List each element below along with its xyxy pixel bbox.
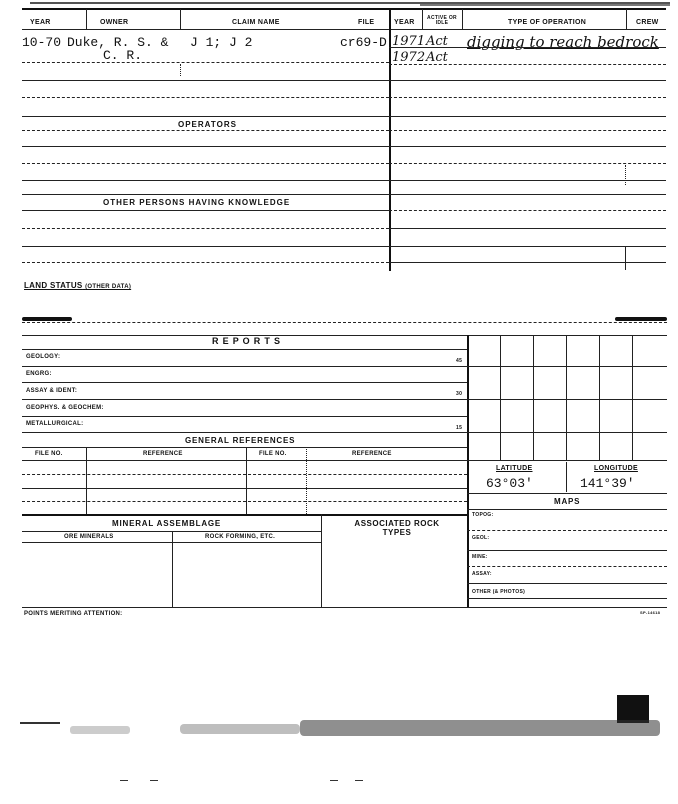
references-rule: [22, 474, 467, 475]
ops-rule-line: [389, 228, 666, 229]
entry-owner-line1: Duke, R. S. &: [67, 35, 169, 50]
form-number: SP-14618: [640, 610, 661, 615]
scan-noise-block: [617, 695, 649, 723]
scan-noise-dash: [150, 780, 158, 781]
reports-metallurgical: METALLURGICAL:: [26, 421, 84, 427]
ops-rule-line: [389, 163, 666, 164]
operation-description: digging to reach bedrock: [467, 33, 659, 51]
ops-rule-line: [389, 210, 666, 211]
header-bottom-rule: [22, 29, 666, 30]
maps-assay: ASSAY:: [472, 571, 492, 577]
scan-noise-dash: [20, 722, 60, 724]
scan-noise-dash: [330, 780, 338, 781]
references-rule: [22, 501, 467, 502]
maps-rule: [467, 598, 667, 599]
reports-rule: [22, 416, 467, 417]
scan-noise-top: [420, 4, 670, 6]
entry-year: 10-70: [22, 35, 62, 50]
points-meriting-attention: POINTS MERITING ATTENTION:: [24, 611, 123, 617]
rule-line: [22, 210, 389, 211]
header-divider: [462, 9, 463, 29]
references-divider: [306, 447, 307, 514]
rule-line: [22, 246, 389, 247]
header-year: YEAR: [30, 19, 51, 26]
reports-grid-col: [566, 335, 567, 460]
references-divider: [86, 447, 87, 514]
associated-rock-types: ASSOCIATED ROCK TYPES: [354, 519, 440, 537]
references-rule: [22, 447, 467, 448]
rule-line: [22, 194, 389, 195]
col-reference: REFERENCE: [143, 451, 183, 457]
ops-rule-line: [389, 97, 666, 98]
reports-grid-col: [632, 335, 633, 460]
ops-rule-line: [389, 80, 666, 81]
reports-engrg: ENGRG:: [26, 371, 52, 377]
operators-heading: OPERATORS: [178, 120, 237, 129]
scan-noise-dash: [355, 780, 363, 781]
col-file-no-2: FILE NO.: [259, 451, 287, 457]
rule-line: [22, 130, 389, 131]
scan-noise-smudge: [180, 724, 300, 734]
header-active-idle: ACTIVE OR IDLE: [427, 15, 457, 26]
maps-topog: TOPOG:: [472, 512, 494, 518]
ops-rule-line: [389, 47, 666, 48]
references-divider: [246, 447, 247, 514]
land-status-rule: [22, 322, 667, 323]
reports-grid-col: [500, 335, 501, 460]
maps-rule: [467, 530, 667, 531]
header-claim-name: CLAIM NAME: [232, 19, 280, 26]
operations-divider: [389, 9, 391, 271]
entry-claim-name: J 1; J 2: [190, 35, 253, 50]
reports-rule: [22, 382, 467, 383]
ops-divider: [625, 165, 626, 185]
operation-year: 1972: [392, 50, 426, 65]
header-divider: [626, 9, 627, 29]
header-type-of-operation: TYPE OF OPERATION: [508, 19, 587, 26]
land-status-label: LAND STATUS: [24, 281, 83, 290]
rule-line: [22, 146, 389, 147]
maps-mine: MINE:: [472, 554, 488, 560]
reports-rule: [22, 432, 467, 433]
maps-rule: [467, 509, 667, 510]
references-rule: [22, 460, 467, 461]
col-file-no: FILE NO.: [35, 451, 63, 457]
header-top-rule: [22, 8, 389, 10]
scan-noise-smudge: [70, 726, 130, 734]
lat-long-divider: [566, 462, 567, 492]
ops-rule-line: [389, 146, 666, 147]
land-status-sub: (OTHER DATA): [85, 284, 132, 290]
reports-rule: [22, 349, 467, 350]
reports-assay-num: 30: [456, 391, 463, 397]
header-year-right: YEAR: [394, 19, 415, 26]
rule-line: [22, 62, 389, 63]
operation-status: Act: [426, 50, 448, 65]
ops-rule-line: [389, 116, 666, 117]
mineral-bottom-rule: [22, 607, 667, 608]
rule-line: [22, 228, 389, 229]
reports-grid-row: [467, 366, 667, 367]
maps-other: OTHER (& PHOTOS): [472, 589, 526, 595]
entry-file: cr69-D: [340, 35, 387, 50]
header-crew: CREW: [636, 19, 659, 26]
maps-rule: [467, 550, 667, 551]
maps-geol: GEOL:: [472, 535, 490, 541]
reports-geology-num: 45: [456, 358, 463, 364]
entry-owner-line2: C. R.: [103, 48, 143, 63]
reports-grid-col: [533, 335, 534, 460]
latitude-label: LATITUDE: [496, 465, 533, 472]
ops-rule-line: [389, 194, 666, 195]
rule-line: [22, 262, 389, 263]
reports-grid-col: [599, 335, 600, 460]
ops-rule-line: [389, 64, 666, 65]
rock-forming: ROCK FORMING, ETC.: [205, 534, 276, 540]
maps-title: MAPS: [554, 497, 581, 506]
header-top-rule: [389, 8, 666, 10]
header-divider: [180, 9, 181, 29]
rule-line: [22, 163, 389, 164]
scan-noise-smudge: [300, 720, 660, 736]
references-bottom-rule: [22, 514, 467, 516]
rule-divider: [180, 64, 181, 76]
reports-rule: [22, 399, 467, 400]
reports-top-rule: [22, 335, 667, 336]
latitude-value: 63°03': [486, 476, 533, 491]
reports-geology: GEOLOGY:: [26, 354, 61, 360]
header-divider: [86, 9, 87, 29]
reports-title: R E P O R T S: [212, 336, 281, 346]
header-divider: [422, 9, 423, 29]
reports-assay: ASSAY & IDENT:: [26, 388, 78, 394]
land-status-heading: [24, 281, 131, 290]
mineral-divider: [321, 514, 322, 607]
rule-line: [22, 80, 389, 81]
header-file: FILE: [358, 19, 375, 26]
reports-metallurgical-num: 15: [456, 425, 463, 431]
references-rule: [22, 488, 467, 489]
longitude-value: 141°39': [580, 476, 635, 491]
operation-year: 1971: [392, 34, 426, 49]
rule-line: [22, 116, 389, 117]
rule-line: [22, 180, 389, 181]
longitude-label: LONGITUDE: [594, 465, 638, 472]
maps-rule: [467, 493, 667, 494]
header-owner: OWNER: [100, 19, 129, 26]
ops-rule-line: [389, 130, 666, 131]
mineral-divider: [172, 531, 173, 607]
rule-line: [22, 97, 389, 98]
reports-geophys: GEOPHYS. & GEOCHEM:: [26, 405, 104, 411]
scan-noise-bar: [615, 317, 667, 321]
general-references-title: GENERAL REFERENCES: [185, 436, 296, 445]
maps-rule: [467, 583, 667, 584]
reports-grid-row: [467, 460, 667, 461]
scan-noise-bar: [22, 317, 72, 321]
mineral-assemblage-title: MINERAL ASSEMBLAGE: [112, 519, 222, 528]
col-reference-2: REFERENCE: [352, 451, 392, 457]
reports-grid-row: [467, 432, 667, 433]
other-persons-heading: OTHER PERSONS HAVING KNOWLEDGE: [103, 198, 291, 207]
scan-noise-dash: [120, 780, 128, 781]
reports-grid-row: [467, 399, 667, 400]
operation-status: Act: [426, 34, 448, 49]
maps-rule: [467, 566, 667, 567]
ops-divider: [625, 246, 626, 270]
ore-minerals: ORE MINERALS: [64, 534, 114, 540]
reports-rule: [22, 366, 467, 367]
